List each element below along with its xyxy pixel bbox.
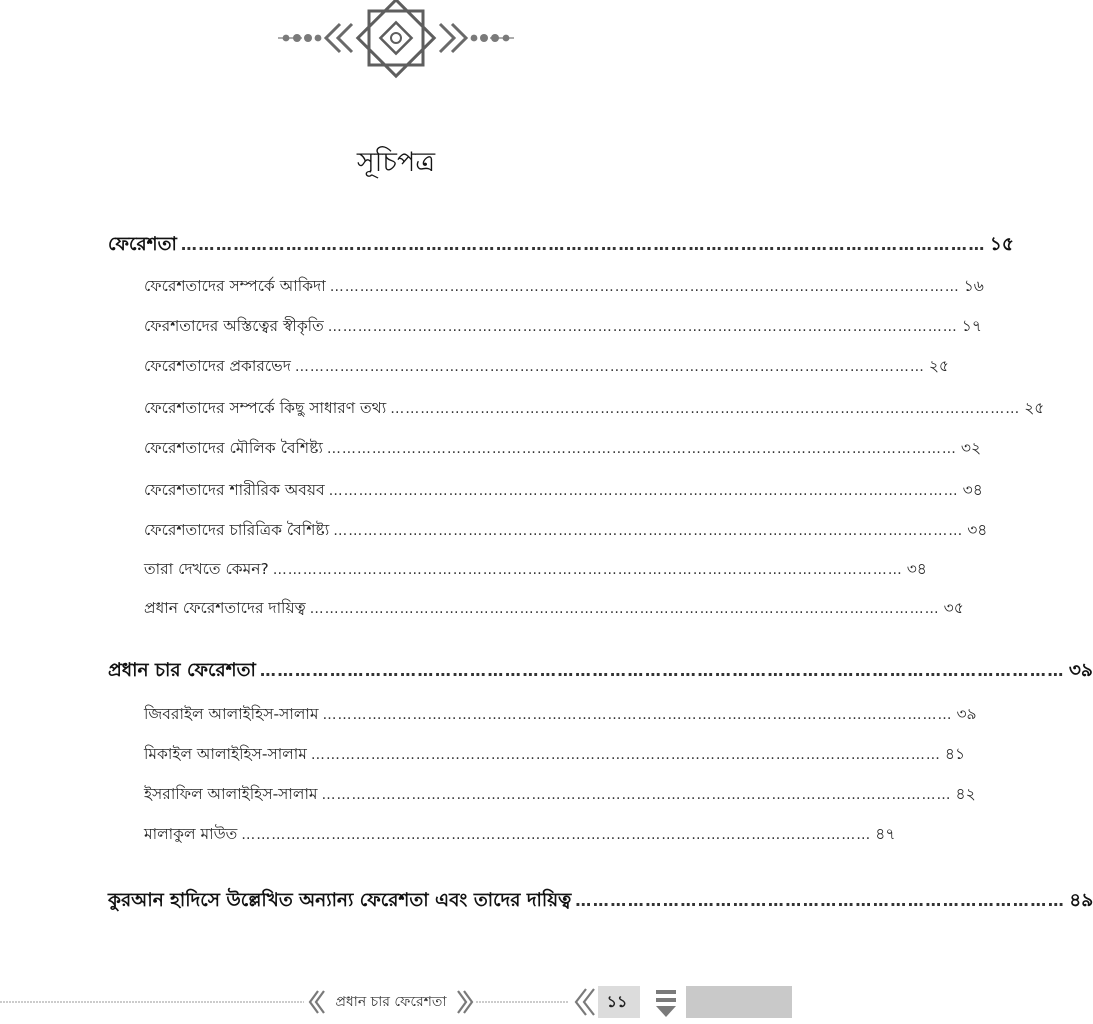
toc-section-heading[interactable]: [108, 886, 1093, 917]
toc-item[interactable]: [144, 436, 982, 462]
toc-page-number: ২৫: [1024, 399, 1045, 417]
toc-page-number: ১৫: [989, 234, 1014, 255]
footer-page-mark-icon: [656, 990, 676, 1017]
toc-page-number: ২৫: [928, 357, 949, 375]
ornament-bead: [471, 35, 478, 42]
toc-item[interactable]: [144, 314, 982, 340]
leader-dots: ………………………………………………………………………………………………………………: [333, 523, 964, 539]
toc-item[interactable]: [144, 822, 896, 848]
leader-dots: ………………………………………………………………………………………………………………: [327, 319, 958, 335]
toc-item-label: ফেরেশতাদের মৌলিক বৈশিষ্ট্য: [144, 439, 323, 457]
toc-item-label: ফেরশতাদের অস্তিত্বের স্বীকৃতি: [144, 317, 324, 335]
toc-page-number: ৩৪: [962, 481, 983, 499]
toc-page-number: ৩২: [960, 439, 982, 457]
toc-item-label: জিবরাইল আলাইহিস-সালাম: [144, 705, 319, 723]
toc-page-number: ৪১: [944, 745, 966, 763]
leader-dots: ………………………………………………………………………………………………………………: [326, 441, 957, 457]
ornament-chevron-right: [440, 24, 454, 52]
leader-dots: ………………………………………………………………………………………………………………: [322, 707, 953, 723]
leader-dots: ………………………………………………………………………………………………………………: [309, 601, 940, 617]
toc-page-number: ৪২: [955, 785, 976, 803]
leader-dots: …………………………………………………………………………: [575, 891, 1066, 910]
toc-item[interactable]: [144, 478, 983, 504]
toc-page-number: ৩৫: [943, 599, 964, 617]
ornament-bead: [283, 35, 290, 42]
toc-item[interactable]: [144, 396, 1045, 422]
toc-item[interactable]: [144, 518, 988, 544]
leader-dots: …………………………………………………………………………………………………………………………: [180, 235, 986, 254]
ornament-bead: [293, 34, 301, 42]
toc-section-heading[interactable]: [108, 656, 1093, 687]
toc-item[interactable]: [144, 702, 977, 728]
toc-item[interactable]: [144, 742, 966, 768]
toc-section-title: ফেরেশতা: [108, 234, 177, 255]
toc-page-number: ৩৪: [967, 521, 988, 539]
toc-page-number: ৩৯: [956, 705, 977, 723]
toc-item-label: ফেরেশতাদের প্রকারভেদ: [144, 357, 291, 375]
ornament-bead: [480, 34, 488, 42]
footer-running-title: প্রধান চার ফেরেশতা: [335, 994, 447, 1010]
page-title: সূচিপত্র: [356, 147, 436, 178]
leader-dots: ………………………………………………………………………………………………………………: [241, 827, 872, 843]
toc-item-label: ফেরেশতাদের সম্পর্কে আকিদা: [144, 277, 326, 295]
toc-item[interactable]: [144, 274, 984, 300]
toc-item-label: মালাকুল মাউত: [144, 825, 238, 843]
toc-page-number: ৪৭: [875, 825, 896, 843]
leader-dots: ………………………………………………………………………………………………………………: [310, 747, 941, 763]
ornament-star: [358, 0, 434, 76]
footer-page-number: ১১: [606, 992, 628, 1011]
toc-section-title: কুরআন হাদিসে উল্লেখিত অন্যান্য ফেরেশতা এবং তাদের দায়িত্ব: [108, 890, 572, 911]
ornament-bead: [304, 34, 312, 42]
leader-dots: ………………………………………………………………………………………………………………: [272, 562, 903, 578]
toc-section-heading[interactable]: [108, 230, 1014, 261]
toc-item-label: প্রধান ফেরেশতাদের দায়িত্ব: [144, 599, 306, 617]
toc-item-label: তারা দেখতে কেমন?: [144, 560, 269, 578]
leader-dots: ………………………………………………………………………………………………………………: [329, 279, 960, 295]
footer-grey-tab: [686, 986, 792, 1018]
toc-page-number: ১৬: [963, 277, 984, 295]
toc-item-label: ফেরেশতাদের সম্পর্কে কিছু সাধারণ তথ্য: [144, 399, 387, 417]
leader-dots: ………………………………………………………………………………………………………………: [294, 359, 925, 375]
toc-item[interactable]: [144, 782, 976, 808]
toc-item-label: ফেরেশতাদের শারীরিক অবয়ব: [144, 481, 325, 499]
toc-page-number: ৩৯: [1068, 660, 1093, 681]
toc-item[interactable]: [144, 557, 927, 583]
ornament-chevron-left: [338, 24, 352, 52]
leader-dots: ………………………………………………………………………………………………………………: [390, 401, 1021, 417]
toc-item-label: ফেরেশতাদের চারিত্রিক বৈশিষ্ট্য: [144, 521, 330, 539]
toc-item-label: মিকাইল আলাইহিস-সালাম: [144, 745, 307, 763]
header-ornament: [0, 0, 792, 80]
leader-dots: ………………………………………………………………………………………………………………: [321, 787, 952, 803]
leader-dots: ………………………………………………………………………………………………………………: [328, 483, 959, 499]
leader-dots: …………………………………………………………………………………………………………………………: [259, 661, 1065, 680]
toc-page-number: ৪৯: [1069, 890, 1093, 911]
toc-section-title: প্রধান চার ফেরেশতা: [108, 660, 256, 681]
ornament-bead: [315, 35, 322, 42]
toc-page-number: ৩৪: [906, 560, 927, 578]
toc-item[interactable]: [144, 596, 964, 622]
toc-item-label: ইসরাফিল আলাইহিস-সালাম: [144, 785, 318, 803]
toc-item[interactable]: [144, 354, 949, 380]
toc-page-number: ১৭: [961, 317, 982, 335]
